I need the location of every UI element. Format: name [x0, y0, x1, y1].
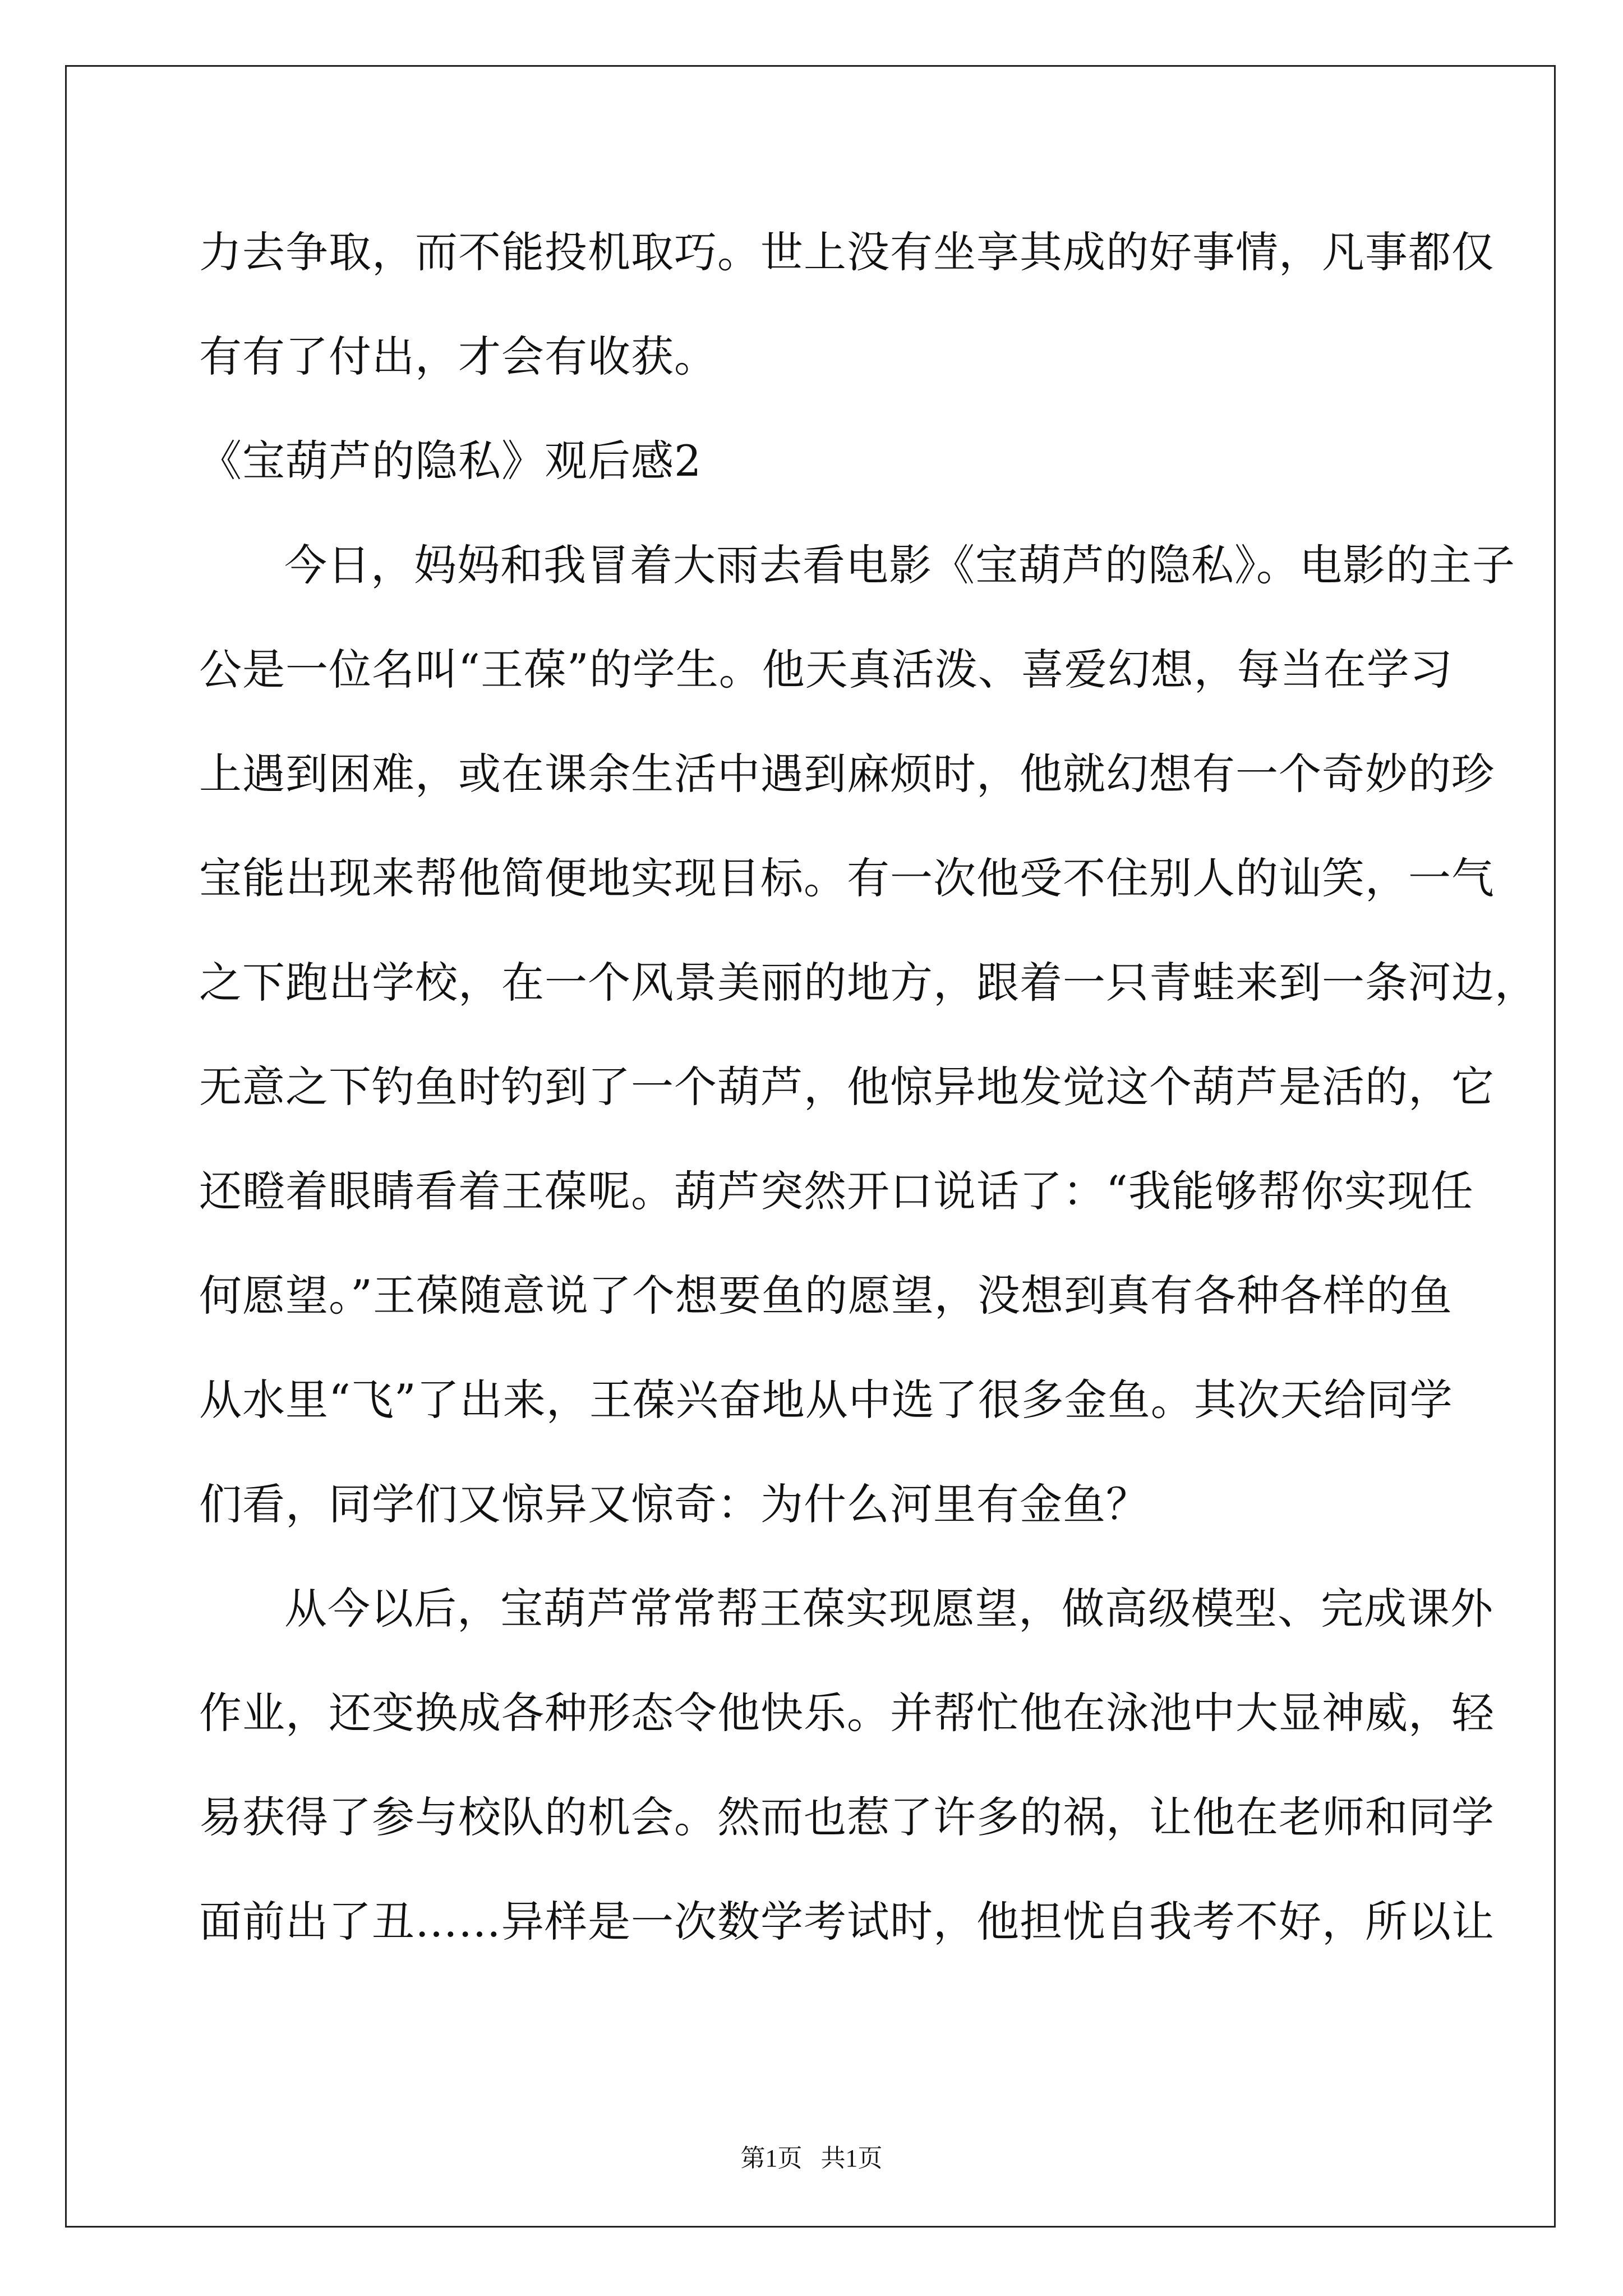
text-line: 公是一位名叫“王葆”的学生。他天真活泼、喜爱幻想，每当在学习 — [199, 645, 1453, 694]
document-body — [199, 213, 1538, 1987]
text-line: 有有了付出，才会有收获。 — [199, 332, 717, 381]
paragraph-wishes — [199, 1570, 1495, 1987]
text-line: 何愿望。”王葆随意说了个想要鱼的愿望，没想到真有各种各样的鱼 — [199, 1271, 1453, 1320]
paragraph-story — [199, 526, 1538, 1570]
text-line: 还瞪着眼睛看着王葆呢。葫芦突然开口说话了：“我能够帮你实现任 — [199, 1166, 1474, 1216]
text-line: 们看，同学们又惊异又惊奇：为什么河里有金鱼？ — [199, 1479, 1149, 1529]
text-line: 易获得了参与校队的机会。然而也惹了许多的祸，让他在老师和同学 — [199, 1792, 1495, 1842]
text-line: 力去争取，而不能投机取巧。世上没有坐享其成的好事情，凡事都仅 — [199, 227, 1495, 277]
text-line: 今日，妈妈和我冒着大雨去看电影《宝葫芦的隐私》。电影的主子 — [284, 540, 1515, 590]
text-line: 从今以后，宝葫芦常常帮王葆实现愿望，做高级模型、完成课外 — [284, 1584, 1493, 1634]
section-heading: 《宝葫芦的隐私》观后感2 — [199, 436, 702, 486]
paragraph-continued — [199, 213, 1495, 422]
text-line: 无意之下钓鱼时钓到了一个葫芦，他惊异地发觉这个葫芦是活的，它 — [199, 1062, 1495, 1112]
text-line: 上遇到困难，或在课余生活中遇到麻烦时，他就幻想有一个奇妙的珍 — [199, 749, 1495, 799]
text-line: 面前出了丑……异样是一次数学考试时，他担忧自我考不好，所以让 — [199, 1897, 1495, 1947]
text-line: 之下跑出学校，在一个风景美丽的地方，跟着一只青蛙来到一条河边， — [199, 958, 1538, 1007]
page-number: 第1页 — [740, 2145, 803, 2172]
page-total: 共1页 — [820, 2145, 883, 2172]
text-line: 从水里“飞”了出来，王葆兴奋地从中选了很多金鱼。其次天给同学 — [199, 1375, 1453, 1425]
text-line: 宝能出现来帮他简便地实现目标。有一次他受不住别人的讪笑，一气 — [199, 853, 1495, 903]
page-footer — [0, 2142, 1623, 2175]
text-line: 作业，还变换成各种形态令他快乐。并帮忙他在泳池中大显神威，轻 — [199, 1688, 1495, 1738]
